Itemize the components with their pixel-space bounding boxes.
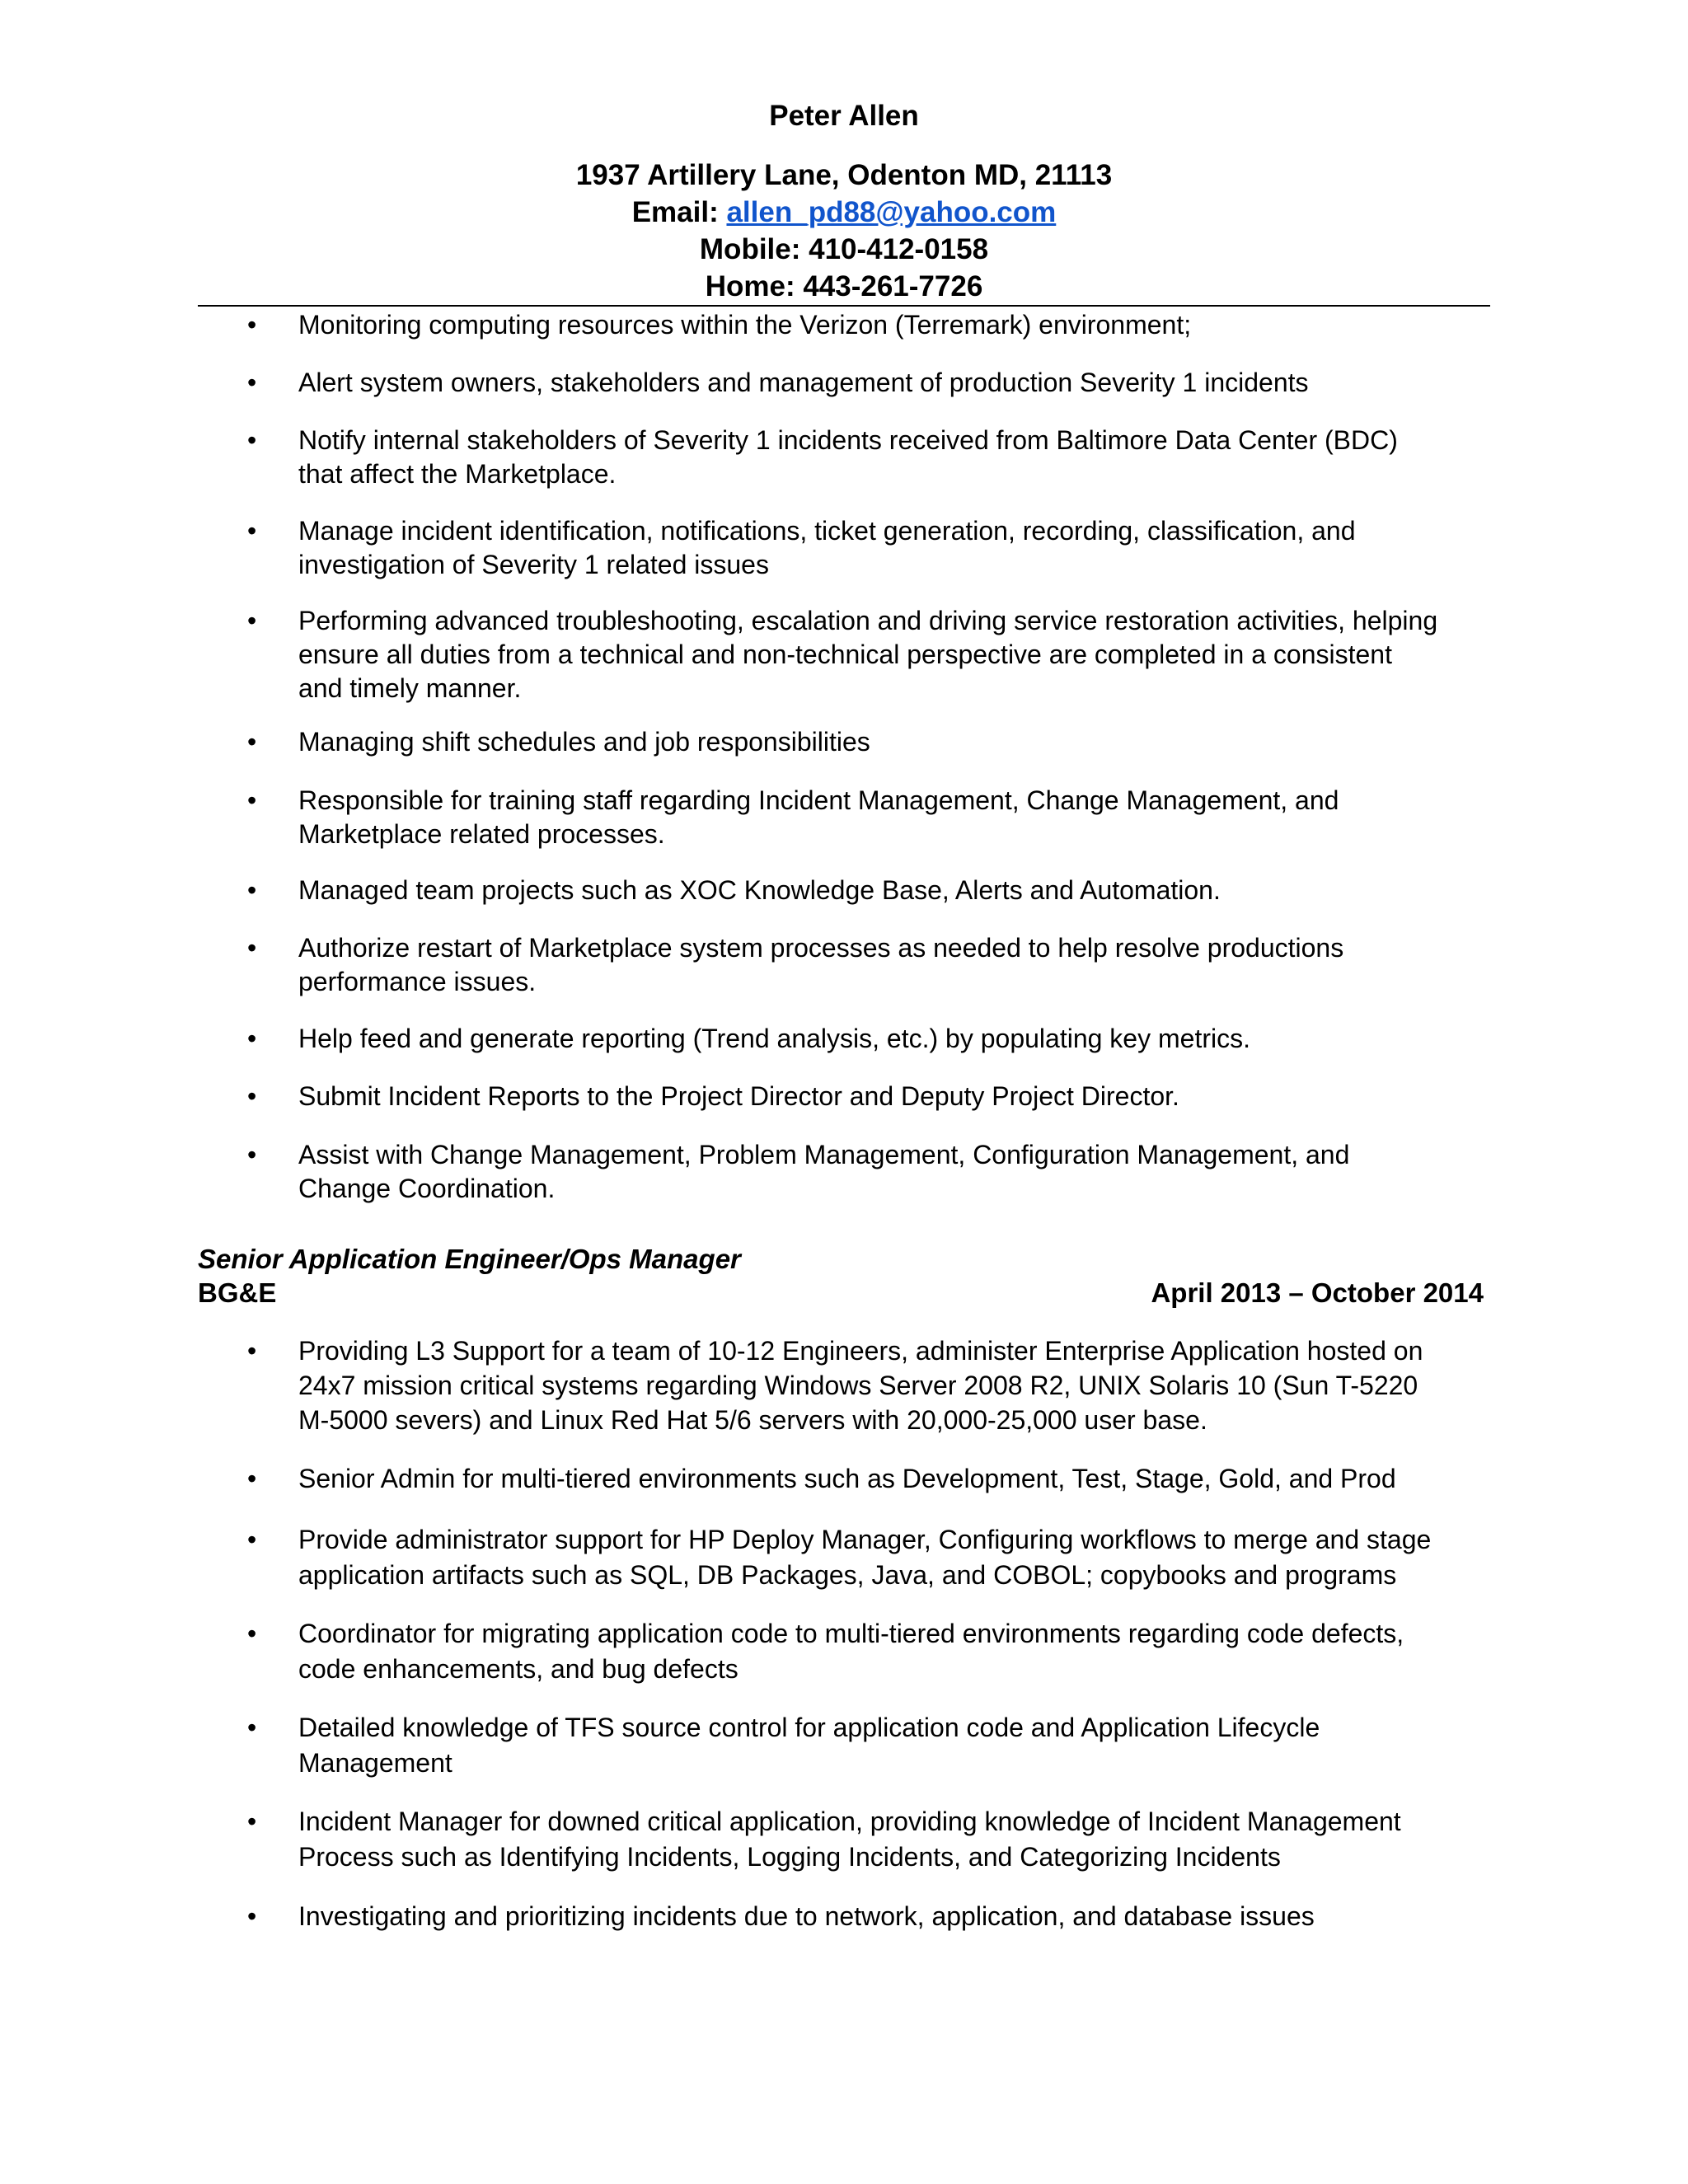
bullet-icon: • — [247, 516, 257, 546]
resume-page: Peter Allen 1937 Artillery Lane, Odenton MD, 21113 Email: allen_pd88@yahoo.com Mobile: 410-412-0158 Home: 443-261-7726 • Monitoring computing resources within the Verizon (Terremark) environment; • Alert system owners, stakeholders and management of production Severity 1 incidents • Notify internal stakeholders of Severity 1 incidents received from Baltimore Data Center (BDC) that affect the Marketplace. • Manage incident identification, notifications, ticket generation, recording, classification, and investigation of Severity 1 related issues • Performing advanced troubleshooting, escalation and driving service restoration activities, helping ensure all duties from a technical and non-technical perspective are completed in a consistent and timely manner. • Managing shift schedules and job responsibilities • Responsible for training staff regarding Incident Management, Change Management, and Marketplace related processes. • Managed team projects such as XOC Knowledge Base, Alerts and Automation. • Authorize restart of Marketplace system processes as needed to help resolve productions performance issues. • Help feed and generate reporting (Trend analysis, etc.) by populating key metrics. • Submit Incident Reports to the Project Director and Deputy Project Director. • Assist with Change Management, Problem Management, Configuration Management, and Change Coordination. Senior Application Engineer/Ops Manager BG&E April 2013 – October 2014 • Providing L3 Support for a team of 10-12 Engineers, administer Enterprise Application hosted on 24x7 mission critical systems regarding Windows Server 2008 R2, UNIX Solaris 10 (Sun T-5220 M-5000 severs) and Linux Red Hat 5/6 servers with 20,000-25,000 user base. • Senior Admin for multi-tiered environments such as Development, Test, Stage, Gold, and Prod • Provide administrator support for HP Deploy Manager, Configuring workflows to merge and stage application artifacts such as SQL, DB Packages, Java, and COBOL; copybooks and programs • Coordinator for migrating application code to multi-tiered environments regarding code defects, code enhancements, and bug defects • Detailed knowledge of TFS source control for application code and Application Lifecycle Management • Incident Manager for downed critical application, providing knowledge of Incident Management Process such as Identifying Incidents, Logging Incidents, and Categorizing Incidents • Investigating and prioritizing incidents due to network, application, and database issues — [0, 0, 1688, 2184]
mobile-line: Mobile: 410-412-0158 — [699, 233, 989, 265]
bullet-icon: • — [247, 1024, 257, 1053]
bullet-icon: • — [247, 368, 257, 397]
bullet-icon: • — [247, 1464, 257, 1493]
bullet-icon: • — [247, 310, 257, 340]
home-line: Home: 443-261-7726 — [705, 270, 983, 302]
bullet-icon: • — [247, 1140, 257, 1169]
bullet-icon: • — [247, 425, 257, 455]
email-link[interactable]: allen_pd88@yahoo.com — [726, 196, 1057, 228]
candidate-name: Peter Allen — [769, 100, 919, 132]
bullet-icon: • — [247, 606, 257, 635]
employer-name: BG&E — [198, 1277, 277, 1308]
bullet-icon: • — [247, 1081, 257, 1111]
employment-dates: April 2013 – October 2014 — [1151, 1277, 1484, 1308]
bullet-icon: • — [247, 933, 257, 963]
bullet-icon: • — [247, 1901, 257, 1931]
bullet-icon: • — [247, 1807, 257, 1836]
email-label: Email: — [631, 196, 727, 228]
bullet-icon: • — [247, 1525, 257, 1554]
email-line — [198, 194, 1490, 231]
address-line: 1937 Artillery Lane, Odenton MD, 21113 — [575, 159, 1113, 191]
contact-block — [198, 157, 1490, 305]
header-divider — [198, 305, 1490, 307]
bullet-icon: • — [247, 785, 257, 815]
bullet-icon: • — [247, 1619, 257, 1648]
bullet-icon: • — [247, 875, 257, 905]
bullet-icon: • — [247, 1336, 257, 1366]
job-title: Senior Application Engineer/Ops Manager — [198, 1244, 741, 1274]
bullet-icon: • — [247, 727, 257, 757]
bullet-icon: • — [247, 1713, 257, 1742]
